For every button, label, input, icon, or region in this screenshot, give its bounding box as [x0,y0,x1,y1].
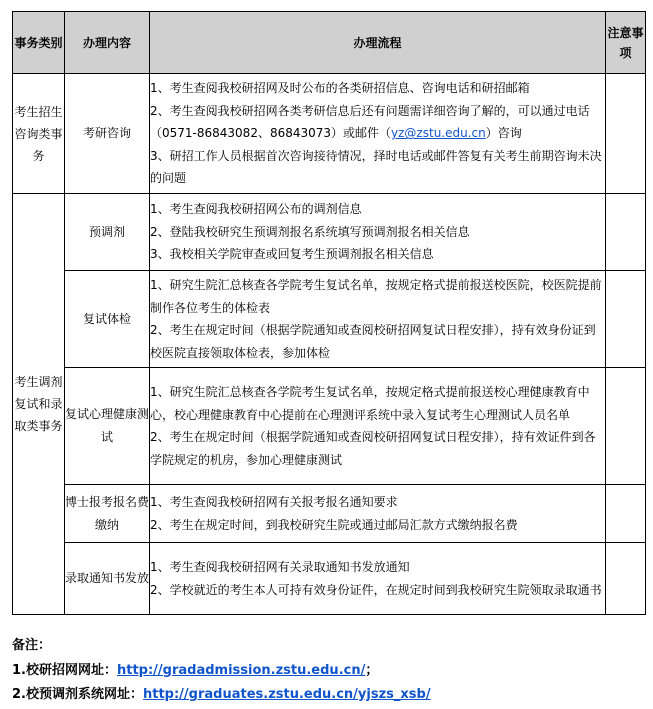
table-header-row [13,12,646,74]
preadjust-system-link[interactable]: http://graduates.zstu.edu.cn/yjszs_xsb/ [142,687,431,702]
item-name: 博士报考报名费缴纳 [65,485,150,543]
notes-cell [606,368,646,485]
item-name: 考研咨询 [65,74,150,194]
process-step: 2、学校就近的考生本人可持有效身份证件，在规定时间到我校研究生院领取录取通书 [150,582,602,597]
process-step: 3、研招工作人员根据首次咨询接待情况，择时电话或邮件答复有关考生前期咨询未决的问题 [150,148,602,186]
remark-line-1 [12,659,431,684]
admission-site-link[interactable]: http://gradadmission.zstu.edu.cn/ [116,662,366,678]
remark-line-2 [12,683,431,708]
process-cell [150,194,606,271]
process-cell [150,485,606,543]
notes-cell [606,74,646,194]
item-name: 复试体检 [65,271,150,368]
notes-cell [606,271,646,368]
table-row [13,194,646,271]
remarks-title: 备注： [12,638,52,653]
table-row [13,368,646,485]
header-process: 办理流程 [150,12,606,74]
table-row [13,271,646,368]
process-cell [150,271,606,368]
remark-label: 2.校预调剂系统网址： [12,687,143,702]
notes-cell [606,543,646,615]
process-step: 2、考生在规定时间（根据学院通知或查阅校研招网复试日程安排），持有效证件到各学院规定的机房，参加心理健康测试 [150,430,596,467]
process-cell [150,368,606,485]
email-link[interactable]: yz@zstu.edu.cn [391,126,486,141]
table-row [13,543,646,615]
process-step [150,100,605,145]
item-name: 预调剂 [65,194,150,271]
item-name: 复试心理健康测试 [65,368,150,485]
process-step: 1、考生查阅我校研招网及时公布的各类研招信息、咨询电话和研招邮箱 [150,81,530,96]
table-row [13,74,646,194]
header-category: 事务类别 [13,12,65,74]
process-step: 2、登陆我校研究生预调剂报名系统填写预调剂报名相关信息 [150,224,470,239]
process-cell [150,543,606,615]
item-name: 录取通知书发放 [65,543,150,615]
process-step: 1、研究生院汇总核查各学院考生复试名单，按规定格式提前报送校心理健康教育中心，校心理健康教育中心提前在心理测评系统中录入复试考生心理测试人员名单 [150,385,590,422]
process-step: 3、我校相关学院审查或回复考生预调剂报名相关信息 [150,247,434,262]
process-table [12,11,646,615]
process-step-text: 2、考生查阅我校研招网各类考研信息后还有问题需详细咨询了解的，可以通过电话（0571-86843082、86843073）或邮件（ [150,103,590,141]
category-cell: 考生调剂复试和录取类事务 [13,194,65,615]
process-step-suffix: ）咨询 [485,126,522,141]
process-step: 1、研究生院汇总核查各学院考生复试名单，按规定格式提前报送校医院，校医院提前制作各位考生的体检表 [150,278,602,315]
process-step: 1、考生查阅我校研招网有关报考报名通知要求 [150,495,398,509]
remark-label: 1.校研招网网址： [12,662,117,678]
process-step: 1、考生查阅我校研招网公布的调剂信息 [150,202,362,217]
notes-cell [606,485,646,543]
header-content: 办理内容 [65,12,150,74]
process-step: 2、考生在规定时间，到我校研究生院或通过邮局汇款方式缴纳报名费 [150,517,518,532]
category-cell: 考生招生咨询类事务 [13,74,65,194]
table-row [13,485,646,543]
remark-suffix: ； [365,662,379,678]
process-step: 1、考生查阅我校研招网有关录取通知书发放通知 [150,560,410,574]
remarks-section [12,634,431,708]
process-step: 2、考生在规定时间（根据学院通知或查阅校研招网复试日程安排），持有效身份证到校医院直接领取体检表，参加体检 [150,323,596,360]
notes-cell [606,194,646,271]
process-cell [150,74,606,194]
header-notes: 注意事项 [606,12,646,74]
